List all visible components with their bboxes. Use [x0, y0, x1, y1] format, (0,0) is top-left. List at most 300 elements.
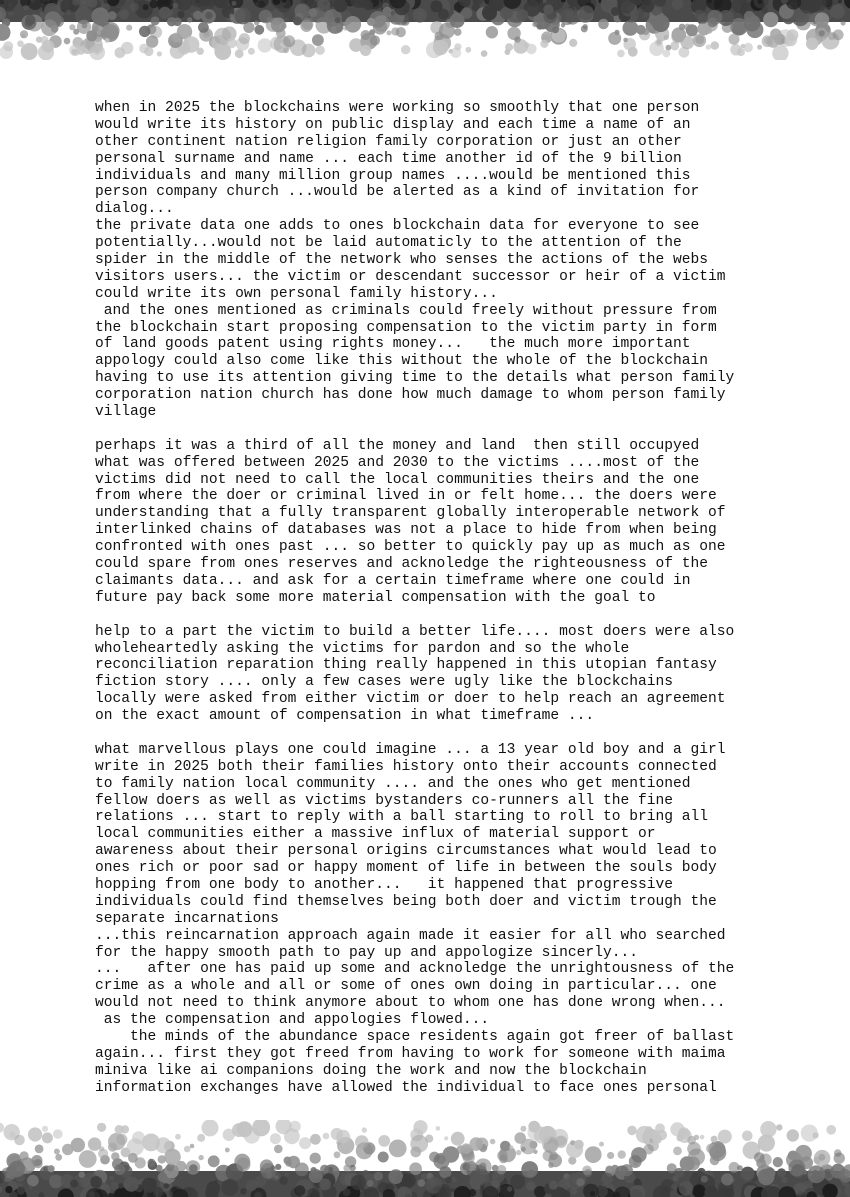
text-line: relations ... start to reply with a ball starting to roll to bring all — [95, 809, 709, 826]
foliage-leaf — [42, 1126, 48, 1132]
foliage-leaf — [684, 24, 691, 31]
text-line: awareness about their personal origins circumstances what would lead to — [95, 843, 717, 860]
foliage-leaf — [451, 1132, 465, 1146]
foliage-leaf — [721, 1173, 733, 1185]
text-line: would not need to think anymore about to whom one has done wrong when... — [95, 995, 726, 1012]
foliage-leaf — [509, 1145, 513, 1149]
foliage-leaf — [507, 1186, 512, 1191]
foliage-leaf — [116, 1134, 127, 1145]
paragraph-gap — [95, 607, 795, 624]
foliage-leaf — [398, 1186, 406, 1194]
foliage-leaf — [839, 1169, 850, 1180]
text-line: understanding that a fully transparent globally interoperable network of — [95, 505, 726, 522]
foliage-leaf — [606, 1166, 614, 1174]
foliage-leaf — [275, 1164, 281, 1170]
foliage-leaf — [205, 12, 212, 19]
foliage-leaf — [742, 1131, 753, 1142]
foliage-leaf — [543, 1150, 554, 1161]
foliage-leaf — [652, 1134, 662, 1144]
foliage-leaf — [197, 1134, 205, 1142]
foliage-leaf — [62, 1144, 73, 1155]
foliage-leaf — [439, 1166, 451, 1178]
foliage-leaf — [319, 1178, 331, 1190]
foliage-leaf — [89, 45, 105, 60]
text-line: write in 2025 both their families history onto their accounts connected — [95, 758, 717, 775]
foliage-leaf — [671, 30, 684, 43]
foliage-leaf — [197, 48, 204, 55]
foliage-leaf — [623, 38, 628, 43]
foliage-leaf — [429, 1152, 440, 1163]
foliage-leaf — [373, 15, 390, 32]
foliage-leaf — [537, 24, 543, 30]
foliage-leaf — [235, 49, 244, 58]
text-line: potentially...would not be laid automaticly to the attention of the — [95, 235, 682, 252]
foliage-leaf — [274, 1175, 278, 1179]
foliage-leaf — [607, 1152, 614, 1159]
foliage-leaf — [361, 30, 371, 40]
text-line: spider in the middle of the network who senses the actions of the webs — [95, 252, 709, 269]
foliage-leaf — [445, 1177, 452, 1184]
foliage-leaf — [88, 1137, 101, 1150]
text-line: help to a part the victim to build a better life.... most doers were also — [95, 623, 735, 640]
foliage-leaf — [323, 1133, 330, 1140]
foliage-leaf — [335, 17, 341, 23]
foliage-leaf — [23, 5, 28, 10]
foliage-leaf — [343, 1188, 351, 1196]
foliage-leaf — [271, 18, 286, 33]
text-line: the private data one adds to ones blockchain data for everyone to see — [95, 218, 700, 235]
foliage-leaf — [760, 1121, 776, 1137]
foliage-leaf — [124, 1177, 139, 1192]
foliage-leaf — [69, 24, 75, 30]
foliage-leaf — [482, 5, 497, 20]
foliage-leaf — [582, 1166, 592, 1176]
foliage-leaf — [389, 1140, 407, 1158]
foliage-leaf — [232, 1, 237, 6]
text-line: ones rich or poor sad or happy moment of life in between the souls body — [95, 860, 717, 877]
foliage-leaf — [543, 10, 557, 24]
text-line: confronted with ones past ... so better to quickly pay up as much as one — [95, 539, 726, 556]
foliage-leaf — [0, 24, 11, 41]
foliage-leaf — [462, 1163, 470, 1171]
foliage-leaf — [285, 1161, 291, 1167]
foliage-leaf — [221, 1179, 238, 1196]
foliage-leaf — [109, 1176, 114, 1181]
foliage-leaf — [526, 44, 537, 55]
text-line: for the happy smooth path to pay up and appologize sincerly... — [95, 944, 638, 961]
foliage-leaf — [601, 1173, 613, 1185]
foliage-leaf — [193, 11, 202, 20]
foliage-leaf — [310, 1134, 321, 1145]
foliage-leaf — [814, 1150, 831, 1167]
foliage-leaf — [773, 1157, 783, 1167]
foliage-leaf — [549, 1181, 558, 1190]
foliage-leaf — [390, 11, 394, 15]
foliage-leaf — [636, 25, 646, 35]
text-line: on the exact amount of compensation in what timeframe ... — [95, 708, 595, 725]
foliage-leaf — [378, 1135, 390, 1147]
foliage-leaf — [28, 1127, 42, 1141]
foliage-leaf — [732, 22, 746, 36]
foliage-leaf — [119, 9, 129, 19]
foliage-leaf — [826, 1125, 836, 1135]
foliage-leaf — [833, 29, 844, 40]
foliage-leaf — [225, 1148, 230, 1153]
foliage-leaf — [90, 1176, 102, 1188]
foliage-leaf — [135, 1157, 146, 1168]
foliage-leaf — [806, 38, 818, 50]
foliage-leaf — [299, 1137, 311, 1149]
text-line: claimants data... and ask for a certain timeframe where one could in — [95, 572, 691, 589]
foliage-leaf — [98, 26, 103, 31]
foliage-leaf — [235, 8, 252, 25]
paragraph-gap — [95, 725, 795, 742]
foliage-leaf — [42, 1132, 53, 1143]
foliage-leaf — [694, 10, 704, 20]
foliage-leaf — [795, 1145, 812, 1162]
foliage-leaf — [9, 1161, 25, 1177]
foliage-leaf — [198, 1155, 203, 1160]
foliage-leaf — [450, 13, 465, 28]
text-line: having to use its attention giving time to the details what person family — [95, 370, 735, 387]
foliage-leaf — [490, 1139, 496, 1145]
foliage-leaf — [142, 1134, 160, 1152]
foliage-leaf — [4, 1, 14, 11]
foliage-leaf — [21, 43, 38, 60]
foliage-leaf — [139, 26, 150, 37]
foliage-leaf — [521, 1161, 538, 1178]
bottom-foliage-border — [0, 1120, 850, 1197]
foliage-leaf — [20, 30, 28, 38]
foliage-leaf — [788, 1159, 805, 1176]
text-line: hopping from one body to another... it happened that progressive — [95, 876, 674, 893]
foliage-leaf — [284, 1128, 300, 1144]
foliage-leaf — [741, 1167, 755, 1181]
foliage-leaf — [757, 45, 762, 50]
text-line: visitors users... the victim or descendant successor or heir of a victim — [95, 268, 726, 285]
foliage-leaf — [396, 27, 406, 37]
text-line: of land goods patent using rights money... the much more important — [95, 336, 691, 353]
foliage-leaf — [744, 43, 753, 52]
foliage-leaf — [258, 38, 272, 52]
top-foliage-border — [0, 0, 850, 60]
foliage-leaf — [70, 1179, 78, 1187]
text-line: wholeheartedly asking the victims for pardon and so the whole — [95, 640, 630, 657]
foliage-leaf — [767, 35, 779, 47]
foliage-leaf — [761, 7, 768, 14]
foliage-leaf — [679, 1181, 694, 1196]
foliage-leaf — [402, 1174, 416, 1188]
text-line: fellow doers as well as victims bystanders co-runners all the fine — [95, 792, 674, 809]
text-line: ...this reincarnation approach again made it easier for all who searched — [95, 927, 726, 944]
foliage-leaf — [64, 38, 71, 45]
foliage-leaf — [343, 1165, 350, 1172]
text-line: personal surname and name ... each time another id of the 9 billion — [95, 150, 682, 167]
foliage-leaf — [240, 1188, 246, 1194]
foliage-leaf — [693, 34, 706, 47]
foliage-leaf — [53, 1129, 63, 1139]
foliage-leaf — [708, 17, 718, 27]
foliage-leaf — [645, 1126, 652, 1133]
foliage-leaf — [164, 1183, 170, 1189]
foliage-leaf — [153, 1187, 163, 1197]
foliage-leaf — [763, 12, 778, 27]
foliage-leaf — [435, 31, 444, 40]
foliage-leaf — [363, 1170, 369, 1176]
foliage-leaf — [331, 1128, 343, 1140]
foliage-leaf — [214, 1180, 218, 1184]
foliage-leaf — [579, 5, 594, 20]
foliage-leaf — [101, 24, 119, 42]
foliage-leaf — [516, 1150, 521, 1155]
foliage-leaf — [409, 1162, 422, 1175]
text-line: individuals and many million group names ....would be mentioned this — [95, 167, 691, 184]
foliage-leaf — [66, 9, 71, 14]
foliage-leaf — [236, 1121, 252, 1137]
foliage-leaf — [706, 27, 713, 34]
foliage-leaf — [175, 1134, 181, 1140]
foliage-leaf — [362, 1127, 367, 1132]
text-line: locally were asked from either victim or doer to help reach an agreement — [95, 691, 726, 708]
foliage-leaf — [226, 38, 237, 49]
foliage-leaf — [91, 7, 109, 25]
foliage-leaf — [42, 40, 55, 53]
foliage-leaf — [671, 1184, 676, 1189]
foliage-leaf — [569, 39, 577, 47]
foliage-leaf — [151, 16, 160, 25]
text-line: the minds of the abundance space residents again got freer of ballast — [95, 1028, 735, 1045]
foliage-leaf — [413, 1120, 427, 1134]
foliage-leaf — [374, 1172, 383, 1181]
foliage-leaf — [345, 16, 362, 33]
foliage-leaf — [5, 1186, 12, 1193]
text-line: ... after one has paid up some and acknoledge the unrightousness of the — [95, 961, 735, 978]
foliage-leaf — [834, 1153, 845, 1164]
foliage-leaf — [334, 1151, 341, 1158]
foliage-leaf — [499, 1155, 508, 1164]
foliage-leaf — [737, 48, 745, 56]
foliage-leaf — [526, 1181, 536, 1191]
foliage-leaf — [157, 51, 162, 56]
foliage-leaf — [254, 25, 264, 35]
foliage-leaf — [76, 46, 85, 55]
foliage-leaf — [159, 7, 171, 19]
foliage-leaf — [417, 1179, 425, 1187]
foliage-leaf — [35, 1145, 44, 1154]
foliage-leaf — [756, 1158, 766, 1168]
foliage-leaf — [279, 1176, 288, 1185]
foliage-leaf — [815, 12, 830, 27]
text-line: from where the doer or criminal lived in or felt home... the doers were — [95, 488, 717, 505]
text-line: reconciliation reparation thing really happened in this utopian fantasy — [95, 657, 717, 674]
foliage-leaf — [627, 1126, 637, 1136]
text-line: to family nation local community .... and the ones who get mentioned — [95, 775, 691, 792]
text-line: individuals could find themselves being both doer and victim trough the — [95, 893, 717, 910]
foliage-leaf — [80, 1177, 91, 1188]
text-line: dialog... — [95, 201, 174, 218]
foliage-leaf — [552, 26, 559, 33]
foliage-leaf — [454, 28, 462, 36]
text-line: crime as a whole and all or some of ones own doing in particular... one — [95, 978, 717, 995]
foliage-leaf — [14, 1135, 25, 1146]
text-line: miniva like ai companions doing the work and now the blockchain — [95, 1062, 647, 1079]
foliage-leaf — [27, 1175, 39, 1187]
foliage-leaf — [449, 49, 453, 53]
foliage-leaf — [283, 35, 295, 47]
foliage-leaf — [9, 1132, 15, 1138]
foliage-leaf — [187, 17, 192, 22]
foliage-leaf — [663, 50, 671, 58]
paragraph-gap — [95, 421, 795, 438]
foliage-leaf — [126, 25, 132, 31]
foliage-leaf — [521, 1147, 526, 1152]
foliage-leaf — [765, 1168, 776, 1179]
foliage-leaf — [190, 1144, 195, 1149]
foliage-leaf — [108, 1143, 117, 1152]
foliage-leaf — [178, 11, 185, 18]
foliage-leaf — [807, 1165, 825, 1183]
foliage-leaf — [746, 21, 763, 38]
foliage-leaf — [148, 1159, 156, 1167]
text-line: victims did not need to call the local communities theirs and the one — [95, 471, 700, 488]
foliage-leaf — [718, 1130, 732, 1144]
foliage-leaf — [520, 1126, 526, 1132]
foliage-leaf — [367, 1180, 374, 1187]
foliage-leaf — [830, 4, 844, 18]
foliage-leaf — [370, 35, 380, 45]
text-line: what marvellous plays one could imagine ... a 13 year old boy and a girl — [95, 741, 726, 758]
foliage-leaf — [585, 1146, 602, 1163]
text-line: other continent nation religion family corporation or just an other — [95, 133, 682, 150]
foliage-leaf — [436, 1126, 441, 1131]
foliage-leaf — [621, 1164, 633, 1176]
foliage-leaf — [202, 1120, 219, 1136]
foliage-leaf — [284, 17, 289, 22]
foliage-leaf — [677, 1135, 683, 1141]
foliage-leaf — [516, 9, 528, 21]
foliage-leaf — [469, 1189, 477, 1197]
foliage-leaf — [684, 1158, 688, 1162]
foliage-leaf — [89, 1191, 95, 1197]
foliage-leaf — [259, 1, 266, 8]
foliage-leaf — [560, 1188, 565, 1193]
text-line: interlinked chains of databases was not a place to hide from when being — [95, 522, 717, 539]
foliage-leaf — [260, 1168, 265, 1173]
foliage-leaf — [259, 10, 272, 23]
foliage-leaf — [505, 49, 511, 55]
foliage-leaf — [312, 34, 324, 46]
foliage-leaf — [700, 1135, 705, 1140]
foliage-leaf — [310, 1167, 316, 1173]
foliage-leaf — [486, 26, 498, 38]
foliage-leaf — [295, 1185, 306, 1196]
foliage-leaf — [208, 1155, 220, 1167]
foliage-leaf — [149, 1178, 157, 1186]
foliage-leaf — [79, 1150, 97, 1168]
text-line: separate incarnations — [95, 910, 279, 927]
foliage-leaf — [540, 40, 548, 48]
foliage-leaf — [172, 33, 182, 43]
foliage-leaf — [533, 1150, 537, 1154]
foliage-leaf — [841, 21, 846, 26]
foliage-leaf — [701, 1176, 708, 1183]
foliage-leaf — [469, 1137, 483, 1151]
foliage-leaf — [355, 1135, 369, 1149]
foliage-leaf — [744, 11, 755, 22]
foliage-leaf — [559, 10, 574, 25]
foliage-leaf — [451, 1177, 457, 1183]
foliage-leaf — [481, 50, 488, 57]
foliage-leaf — [655, 38, 663, 46]
foliage-leaf — [144, 47, 153, 56]
story-text — [95, 100, 795, 1097]
foliage-leaf — [421, 1173, 427, 1179]
foliage-leaf — [114, 1164, 125, 1175]
foliage-leaf — [164, 1149, 181, 1166]
foliage-leaf — [17, 1187, 25, 1195]
foliage-leaf — [444, 1136, 448, 1140]
foliage-leaf — [710, 1144, 727, 1161]
foliage-leaf — [181, 47, 187, 53]
foliage-leaf — [79, 1172, 85, 1178]
text-line: information exchanges have allowed the individual to face ones personal — [95, 1079, 717, 1096]
text-line: appology could also come like this without the whole of the blockchain — [95, 353, 709, 370]
foliage-leaf — [189, 1164, 198, 1173]
foliage-leaf — [413, 8, 427, 22]
text-line: village — [95, 404, 157, 421]
foliage-leaf — [98, 1149, 108, 1159]
text-line: perhaps it was a third of all the money and land then still occupyed — [95, 437, 700, 454]
text-line: again... first they got freed from having to work for someone with maima — [95, 1045, 726, 1062]
text-line: local communities either a massive influx of material support or — [95, 826, 656, 843]
foliage-leaf — [599, 1142, 604, 1147]
foliage-leaf — [115, 1125, 124, 1134]
text-line: could spare from ones reserves and acknoledge the righteousness of the — [95, 556, 709, 573]
foliage-leaf — [480, 1163, 487, 1170]
foliage-leaf — [711, 1136, 718, 1143]
foliage-leaf — [229, 14, 233, 18]
text-line: future pay back some more material compensation with the goal to — [95, 589, 656, 606]
foliage-leaf — [784, 34, 797, 47]
foliage-leaf — [184, 1146, 191, 1153]
foliage-leaf — [198, 22, 209, 33]
foliage-leaf — [430, 0, 442, 12]
text-line: could write its own personal family history... — [95, 285, 498, 302]
foliage-leaf — [310, 1153, 321, 1164]
foliage-leaf — [236, 1158, 250, 1172]
foliage-leaf — [465, 47, 471, 53]
foliage-leaf — [507, 27, 520, 40]
foliage-leaf — [274, 1145, 283, 1154]
foliage-leaf — [378, 1152, 389, 1163]
text-line: corporation nation church has done how much damage to whom person family — [95, 387, 726, 404]
text-line: person company church ...would be alerted as a kind of invitation for — [95, 184, 700, 201]
foliage-leaf — [364, 1, 373, 10]
foliage-leaf — [388, 1169, 403, 1184]
foliage-leaf — [410, 1135, 428, 1153]
foliage-leaf — [706, 44, 711, 49]
foliage-leaf — [570, 1188, 577, 1195]
foliage-leaf — [254, 20, 259, 25]
foliage-leaf — [28, 1185, 32, 1189]
foliage-leaf — [25, 15, 35, 25]
foliage-leaf — [401, 45, 410, 54]
foliage-leaf — [598, 19, 609, 30]
foliage-leaf — [574, 1140, 584, 1150]
foliage-leaf — [729, 34, 740, 45]
foliage-leaf — [127, 1138, 144, 1155]
foliage-leaf — [801, 1125, 818, 1142]
